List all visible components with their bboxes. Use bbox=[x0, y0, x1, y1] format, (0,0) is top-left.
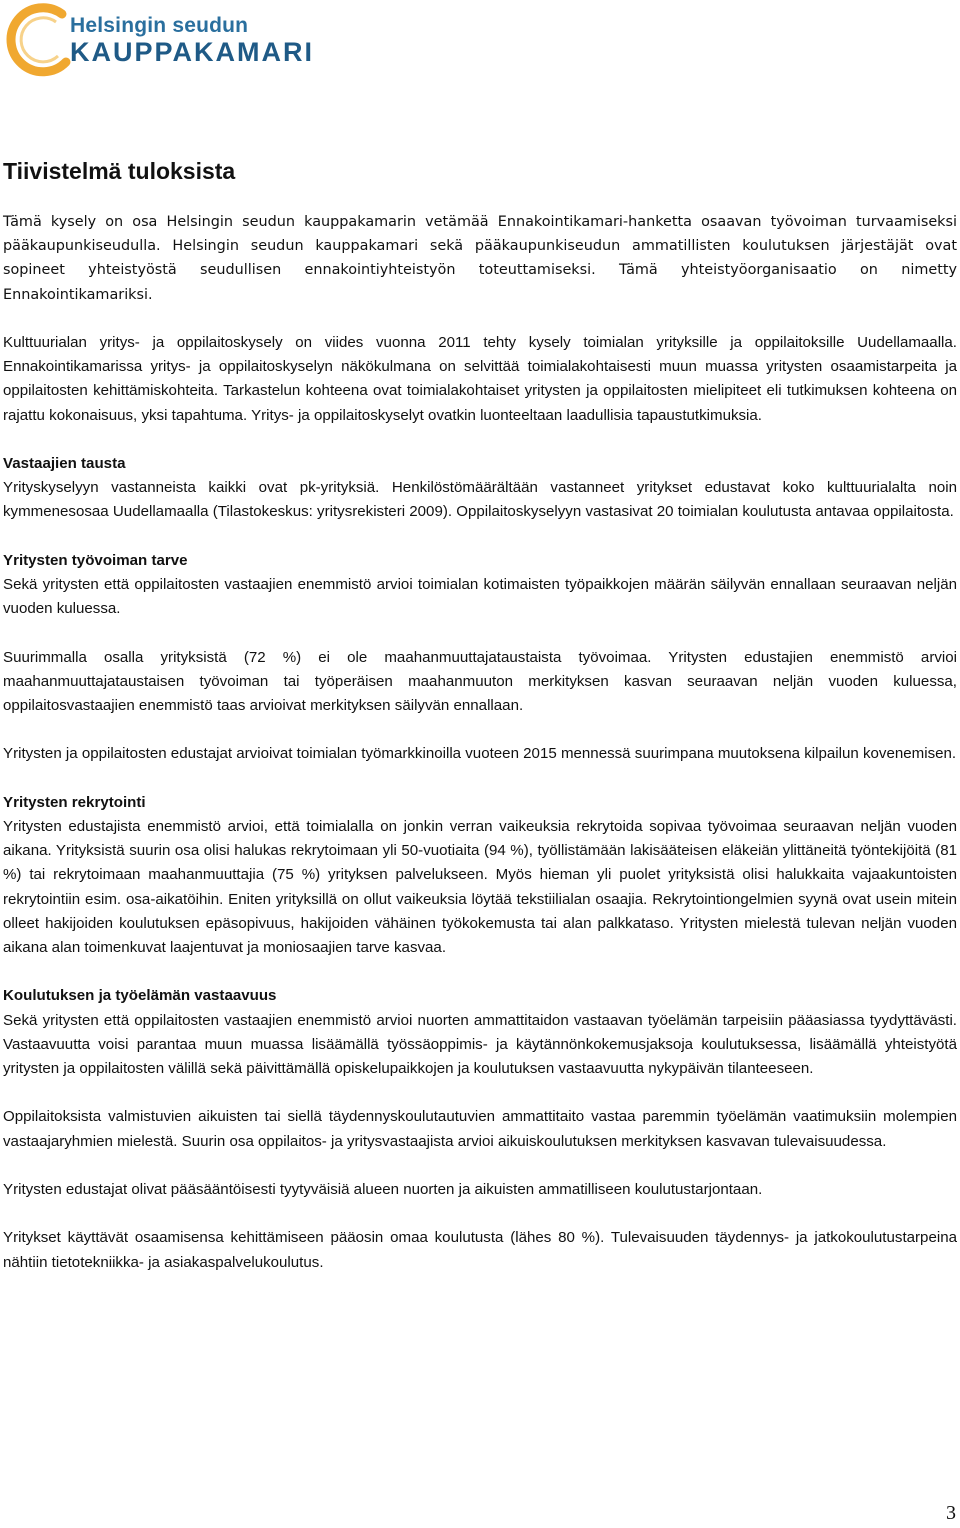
workforce-paragraph-1: Sekä yritysten että oppilaitosten vastaajien enemmistö arvioi toimialan kotimaisten työpaikkojen määrän säilyvän ennallaan seuraavan neljän vuoden kuluessa. bbox=[3, 576, 957, 618]
document-body bbox=[3, 210, 957, 1275]
section-heading-workforce: Yritysten työvoiman tarve bbox=[3, 551, 188, 569]
recruitment-paragraph: Yritysten edustajista enemmistö arvioi, että toimialalla on jonkin verran vaikeuksia rekrytoida sopivaa työvoimaa seuraavan neljän vuoden aikana. Yrityksistä suurin osa olisi halukas rekrytoimaan yli 50-vuotiaita (94 %), työllistämään lakisääteisen eläkeiän ylittäneitä työntekijöitä (81 %) tai rekrytoimaan maahanmuuttajia (75 %) yrityksen palvelukseen. Myös hieman yli puolet yrityksistä olisi halukkaita vajaakuntoisten rekrytointiin esim. osa-aikatöihin. Eniten yrityksillä on ollut vaikeuksia löytää tekstiilialan osaajia. Rekrytointiongelmien syynä ovat usein mitein olleet hakijoiden koulutuksen epäsopivuus, hakijoiden vähäinen työkokemusta tai alan palkkataso. Yritysten mielestä tulevan neljän vuoden aikana alan toimenkuvat laajentuvat ja moniosaajien tarve kasvaa. bbox=[3, 817, 957, 956]
page-number: 3 bbox=[946, 1502, 956, 1524]
logo-line2: KAUPPAKAMARI bbox=[70, 37, 314, 67]
intro-paragraph: Tämä kysely on osa Helsingin seudun kauppakamarin vetämää Ennakointikamari-hanketta osaavan työvoiman turvaamiseksi pääkaupunkiseudulla. Helsingin seudun kauppakamari sekä pääkaupunkiseudun ammatillisten koulutuksen järjestäjät ovat sopineet yhteistyöstä seudullisen ennakointiyhteistyön toteuttamiseksi. Tämä yhteistyöorganisaatio on nimetty Ennakointikamariksi. bbox=[3, 214, 957, 303]
background-paragraph: Yrityskyselyyn vastanneista kaikki ovat pk-yrityksiä. Henkilöstömäärältään vastanneet yritykset edustavat koko kulttuurialalta noin kymmenesosaa Uudellamaalla (Tilastokeskus: yritysrekisteri 2009). Oppilaitoskyselyyn vastasivat 20 toimialan koulutusta antavaa oppilaitosta. bbox=[3, 479, 957, 521]
section-heading-education: Koulutuksen ja työelämän vastaavuus bbox=[3, 987, 277, 1005]
logo-line1: Helsingin seudun bbox=[70, 14, 249, 37]
logo-swoosh-icon bbox=[0, 0, 80, 80]
education-paragraph-3: Yritysten edustajat olivat pääsääntöisesti tyytyväisiä alueen nuorten ja aikuisten ammatilliseen koulutustarjontaan. bbox=[3, 1180, 763, 1198]
chamber-logo bbox=[0, 0, 314, 80]
education-paragraph-4: Yritykset käyttävät osaamisensa kehittämiseen pääosin omaa koulutusta (lähes 80 %). Tulevaisuuden täydennys- ja jatkokoulutustarpeina nähtiin tietotekniikka- ja asiakaspalvelukoulutus. bbox=[3, 1229, 957, 1271]
section-heading-background: Vastaajien tausta bbox=[3, 455, 126, 472]
education-paragraph-2: Oppilaitoksista valmistuvien aikuisten tai siellä täydennyskoulutautuvien ammattitaito vastaa paremmin työelämän vaatimuksiin molempien vastaajaryhmien mielestä. Suurin osa oppilaitos- ja yritysvastaajista arvioi aikuiskoulutuksen merkityksen kasvavan tulevaisuudessa. bbox=[3, 1108, 957, 1150]
page-title: Tiivistelmä tuloksista bbox=[3, 158, 236, 184]
section-heading-recruitment: Yritysten rekrytointi bbox=[3, 793, 146, 811]
workforce-paragraph-3: Yritysten ja oppilaitosten edustajat arvioivat toimialan työmarkkinoilla vuoteen 2015 mennessä suurimpana muutoksena kilpailun kovenemisen. bbox=[3, 745, 957, 763]
education-paragraph-1: Sekä yritysten että oppilaitosten vastaajien enemmistö arvioi nuorten ammattitaidon vastaavan työelämän tarpeisiin pääasiassa tyydyttävästi. Vastaavuutta voisi parantaa muun muassa lisäämällä työssäoppimis- ja käytännönkokemusjaksoja koulutuksessa, lisäämällä yhteistyötä yritysten ja oppilaitosten välillä sekä päivittämällä opiskelupaikkojen ja koulutuksen vastaavuutta nykypäivän tilanteeseen. bbox=[3, 1011, 957, 1077]
survey-paragraph: Kulttuurialan yritys- ja oppilaitoskysely on viides vuonna 2011 tehty kysely toimialan yrityksille ja oppilaitoksille Uudellamaalla. Ennakointikamarissa yritys- ja oppilaitoskyselyn näkökulmana on selvittää toimialakohtaisesti muun muassa yritysten osaamistarpeita ja oppilaitosten kehittämiskohteita. Tarkastelun kohteena ovat toimialakohtaiset yritysten ja oppilaitosten mielipiteet eli tutkimuksen kohteena on rajattu kokonaisuus, yksi tapahtuma. Yritys- ja oppilaitoskyselyt ovatkin luonteeltaan laadullisia tapaustutkimuksia. bbox=[3, 334, 957, 424]
workforce-paragraph-2: Suurimmalla osalla yrityksistä (72 %) ei ole maahanmuuttajataustaista työvoimaa. Yritysten edustajien enemmistö arvioi maahanmuuttajataustaisen työvoiman tai työperäisen maahanmuuton merkityksen kasvan seuraavan neljän vuoden kuluessa, oppilaitosvastaajien enemmistö taas arvioivat merkityksen säilyvän ennallaan. bbox=[3, 648, 957, 714]
